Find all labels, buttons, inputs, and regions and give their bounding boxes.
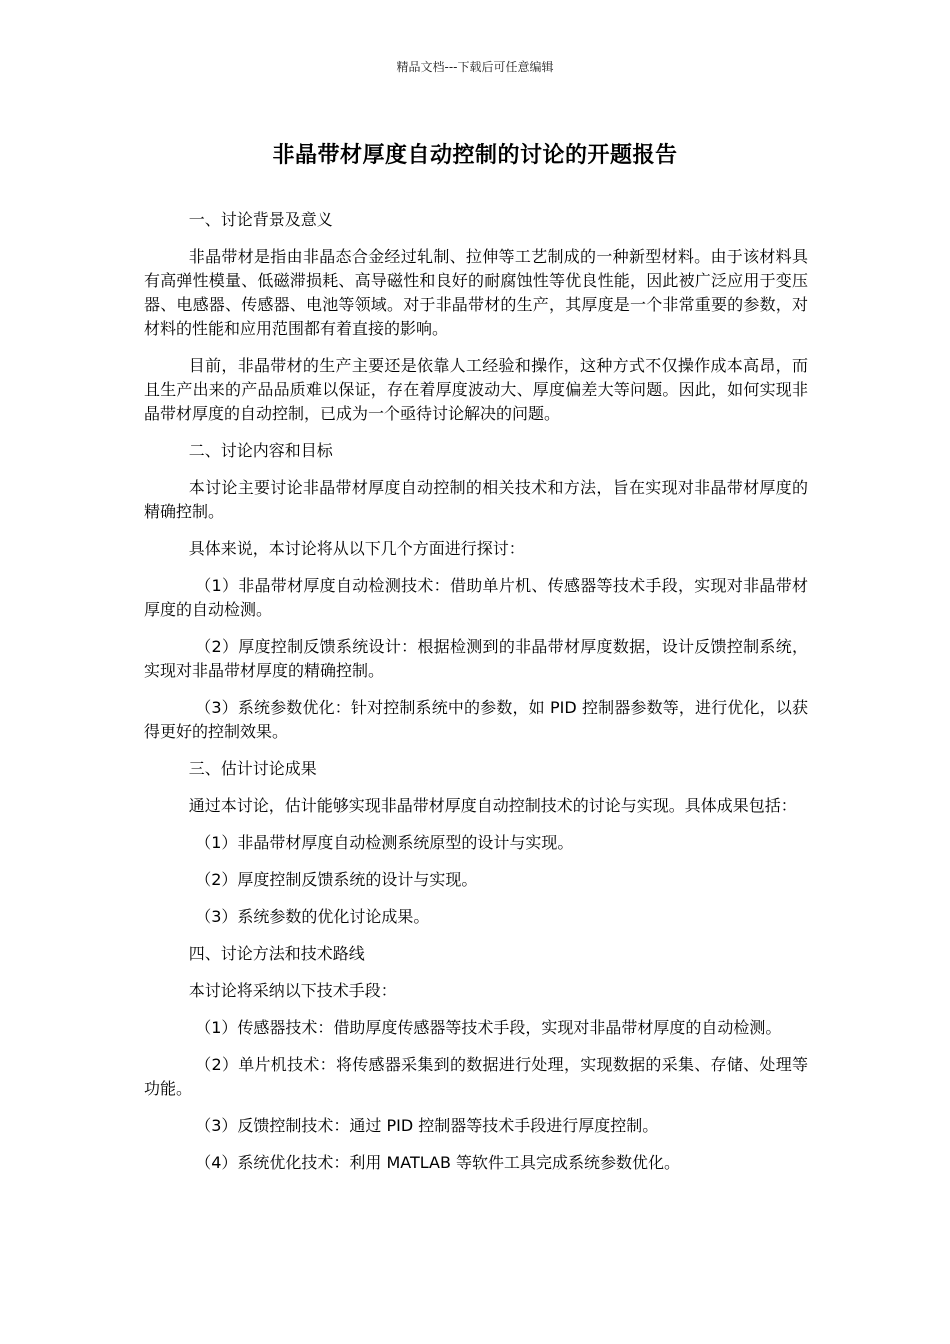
paragraph: 目前，非晶带材的生产主要还是依靠人工经验和操作，这种方式不仅操作成本高昂，而且生产出来的产品品质难以保证，存在着厚度波动大、厚度偏差大等问题。因此，如何实现非晶带材厚度的自动控制，已成为一个亟待讨论解决的问题。 <box>144 356 808 423</box>
paragraph: 通过本讨论，估计能够实现非晶带材厚度自动控制技术的讨论与实现。具体成果包括： <box>188 796 797 815</box>
list-item: （2）厚度控制反馈系统的设计与实现。 <box>195 870 478 889</box>
document-body <box>144 208 808 1188</box>
list-item: （3）系统参数的优化讨论成果。 <box>195 907 430 926</box>
section-heading: 四、讨论方法和技术路线 <box>188 944 365 963</box>
header-note: 精品文档---下载后可任意编辑 <box>396 60 554 74</box>
list-item: （1）非晶带材厚度自动检测技术：借助单片机、传感器等技术手段，实现对非晶带材厚度的自动检测。 <box>144 576 808 619</box>
document-title: 非晶带材厚度自动控制的讨论的开题报告 <box>272 143 678 168</box>
list-item: （2）厚度控制反馈系统设计：根据检测到的非晶带材厚度数据，设计反馈控制系统，实现对非晶带材厚度的精确控制。 <box>144 637 808 680</box>
list-item: （1）非晶带材厚度自动检测系统原型的设计与实现。 <box>195 833 574 852</box>
list-item: （3）反馈控制技术：通过 PID 控制器等技术手段进行厚度控制。 <box>195 1116 659 1135</box>
list-item: （2）单片机技术：将传感器采集到的数据进行处理，实现数据的采集、存储、处理等功能。 <box>144 1055 808 1098</box>
section-heading: 二、讨论内容和目标 <box>188 441 333 460</box>
section-heading: 一、讨论背景及意义 <box>188 210 333 229</box>
paragraph: 本讨论主要讨论非晶带材厚度自动控制的相关技术和方法，旨在实现对非晶带材厚度的精确控制。 <box>144 478 808 521</box>
list-item: （4）系统优化技术：利用 MATLAB 等软件工具完成系统参数优化。 <box>195 1153 681 1172</box>
list-item: （3）系统参数优化：针对控制系统中的参数，如 PID 控制器参数等，进行优化，以获得更好的控制效果。 <box>144 698 808 741</box>
paragraph: 非晶带材是指由非晶态合金经过轧制、拉伸等工艺制成的一种新型材料。由于该材料具有高弹性模量、低磁滞损耗、高导磁性和良好的耐腐蚀性等优良性能，因此被广泛应用于变压器、电感器、传感器、电池等领域。对于非晶带材的生产，其厚度是一个非常重要的参数，对材料的性能和应用范围都有着直接的影响。 <box>144 247 808 338</box>
paragraph: 具体来说，本讨论将从以下几个方面进行探讨： <box>188 539 525 558</box>
section-heading: 三、估计讨论成果 <box>188 759 317 778</box>
list-item: （1）传感器技术：借助厚度传感器等技术手段，实现对非晶带材厚度的自动检测。 <box>195 1018 782 1037</box>
paragraph: 本讨论将采纳以下技术手段： <box>188 981 397 1000</box>
